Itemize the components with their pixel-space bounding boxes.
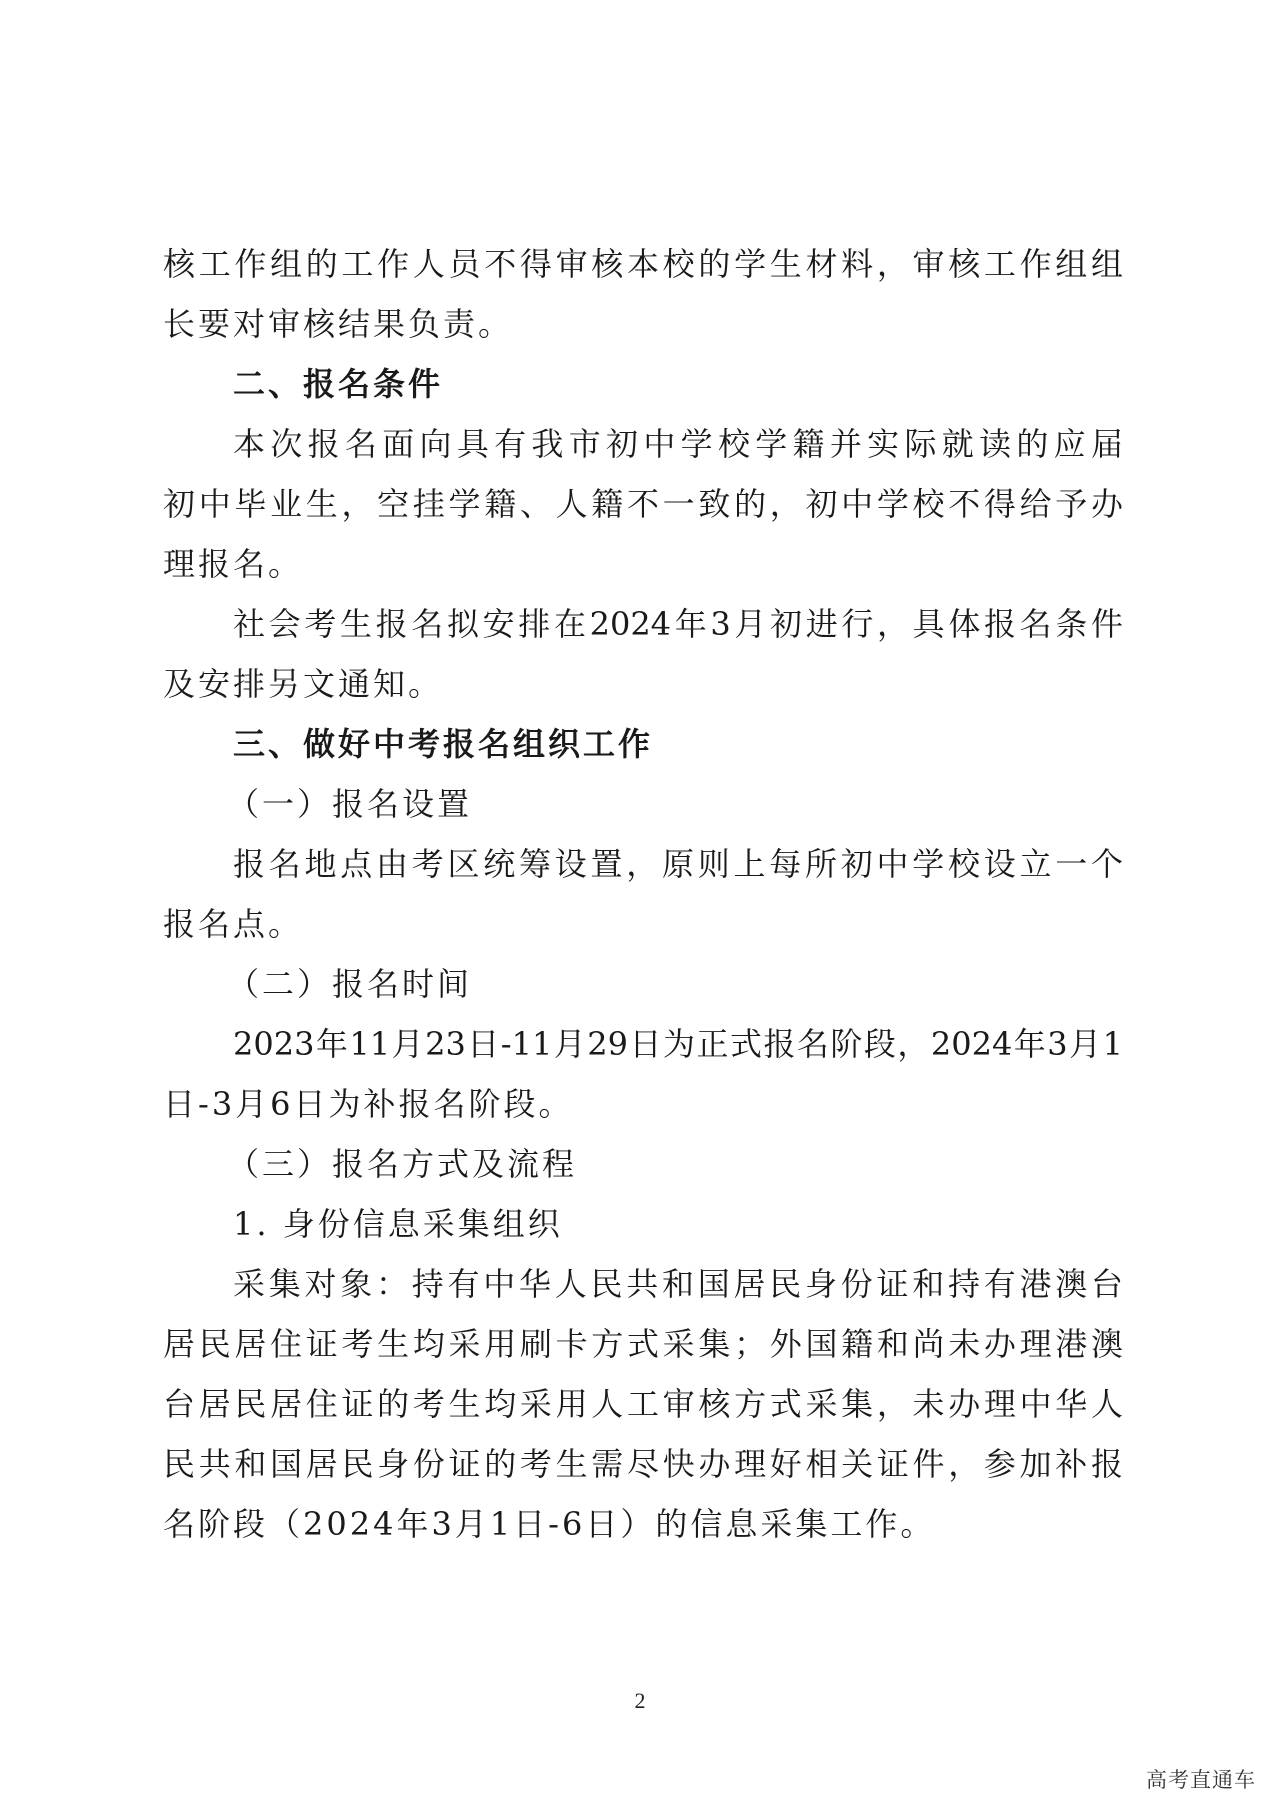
subsection-heading-registration-time: （二）报名时间 <box>227 965 473 1003</box>
subsection-heading-registration-method: （三）报名方式及流程 <box>227 1145 578 1183</box>
paragraph-line: 民共和国居民身份证的考生需尽快办理好相关证件，参加补报 <box>163 1445 1123 1483</box>
paragraph-line: 核工作组的工作人员不得审核本校的学生材料，审核工作组组 <box>163 245 1123 283</box>
paragraph-line: 长要对审核结果负责。 <box>163 305 514 343</box>
paragraph-line: 日-3月6日为补报名阶段。 <box>163 1085 574 1123</box>
document-body <box>163 234 1123 1554</box>
paragraph-line: 台居民居住证的考生均采用人工审核方式采集，未办理中华人 <box>163 1385 1123 1423</box>
paragraph-line: 报名地点由考区统筹设置，原则上每所初中学校设立一个 <box>233 845 1123 883</box>
paragraph-line: 居民居住证考生均采用刷卡方式采集；外国籍和尚未办理港澳 <box>163 1325 1123 1363</box>
paragraph-line: 理报名。 <box>163 545 304 583</box>
paragraph-line: 报名点。 <box>163 905 304 943</box>
paragraph-line: 及安排另文通知。 <box>163 665 444 703</box>
paragraph-line: 名阶段（2024年3月1日-6日）的信息采集工作。 <box>163 1505 936 1543</box>
section-heading-registration-conditions: 二、报名条件 <box>233 365 444 403</box>
item-heading-identity-collection: 1. 身份信息采集组织 <box>233 1205 563 1243</box>
watermark: 高考直通车 <box>1146 1768 1256 1792</box>
paragraph-line: 本次报名面向具有我市初中学校学籍并实际就读的应届 <box>233 425 1123 463</box>
page-number: 2 <box>634 1688 646 1713</box>
paragraph-line: 初中毕业生，空挂学籍、人籍不一致的，初中学校不得给予办 <box>163 485 1123 523</box>
paragraph-line: 2023年11月23日-11月29日为正式报名阶段，2024年3月1 <box>233 1025 1123 1063</box>
subsection-heading-registration-setup: （一）报名设置 <box>227 785 473 823</box>
paragraph-line: 社会考生报名拟安排在2024年3月初进行，具体报名条件 <box>233 605 1123 643</box>
section-heading-registration-organization: 三、做好中考报名组织工作 <box>233 725 654 763</box>
paragraph-line: 采集对象：持有中华人民共和国居民身份证和持有港澳台 <box>233 1265 1123 1303</box>
